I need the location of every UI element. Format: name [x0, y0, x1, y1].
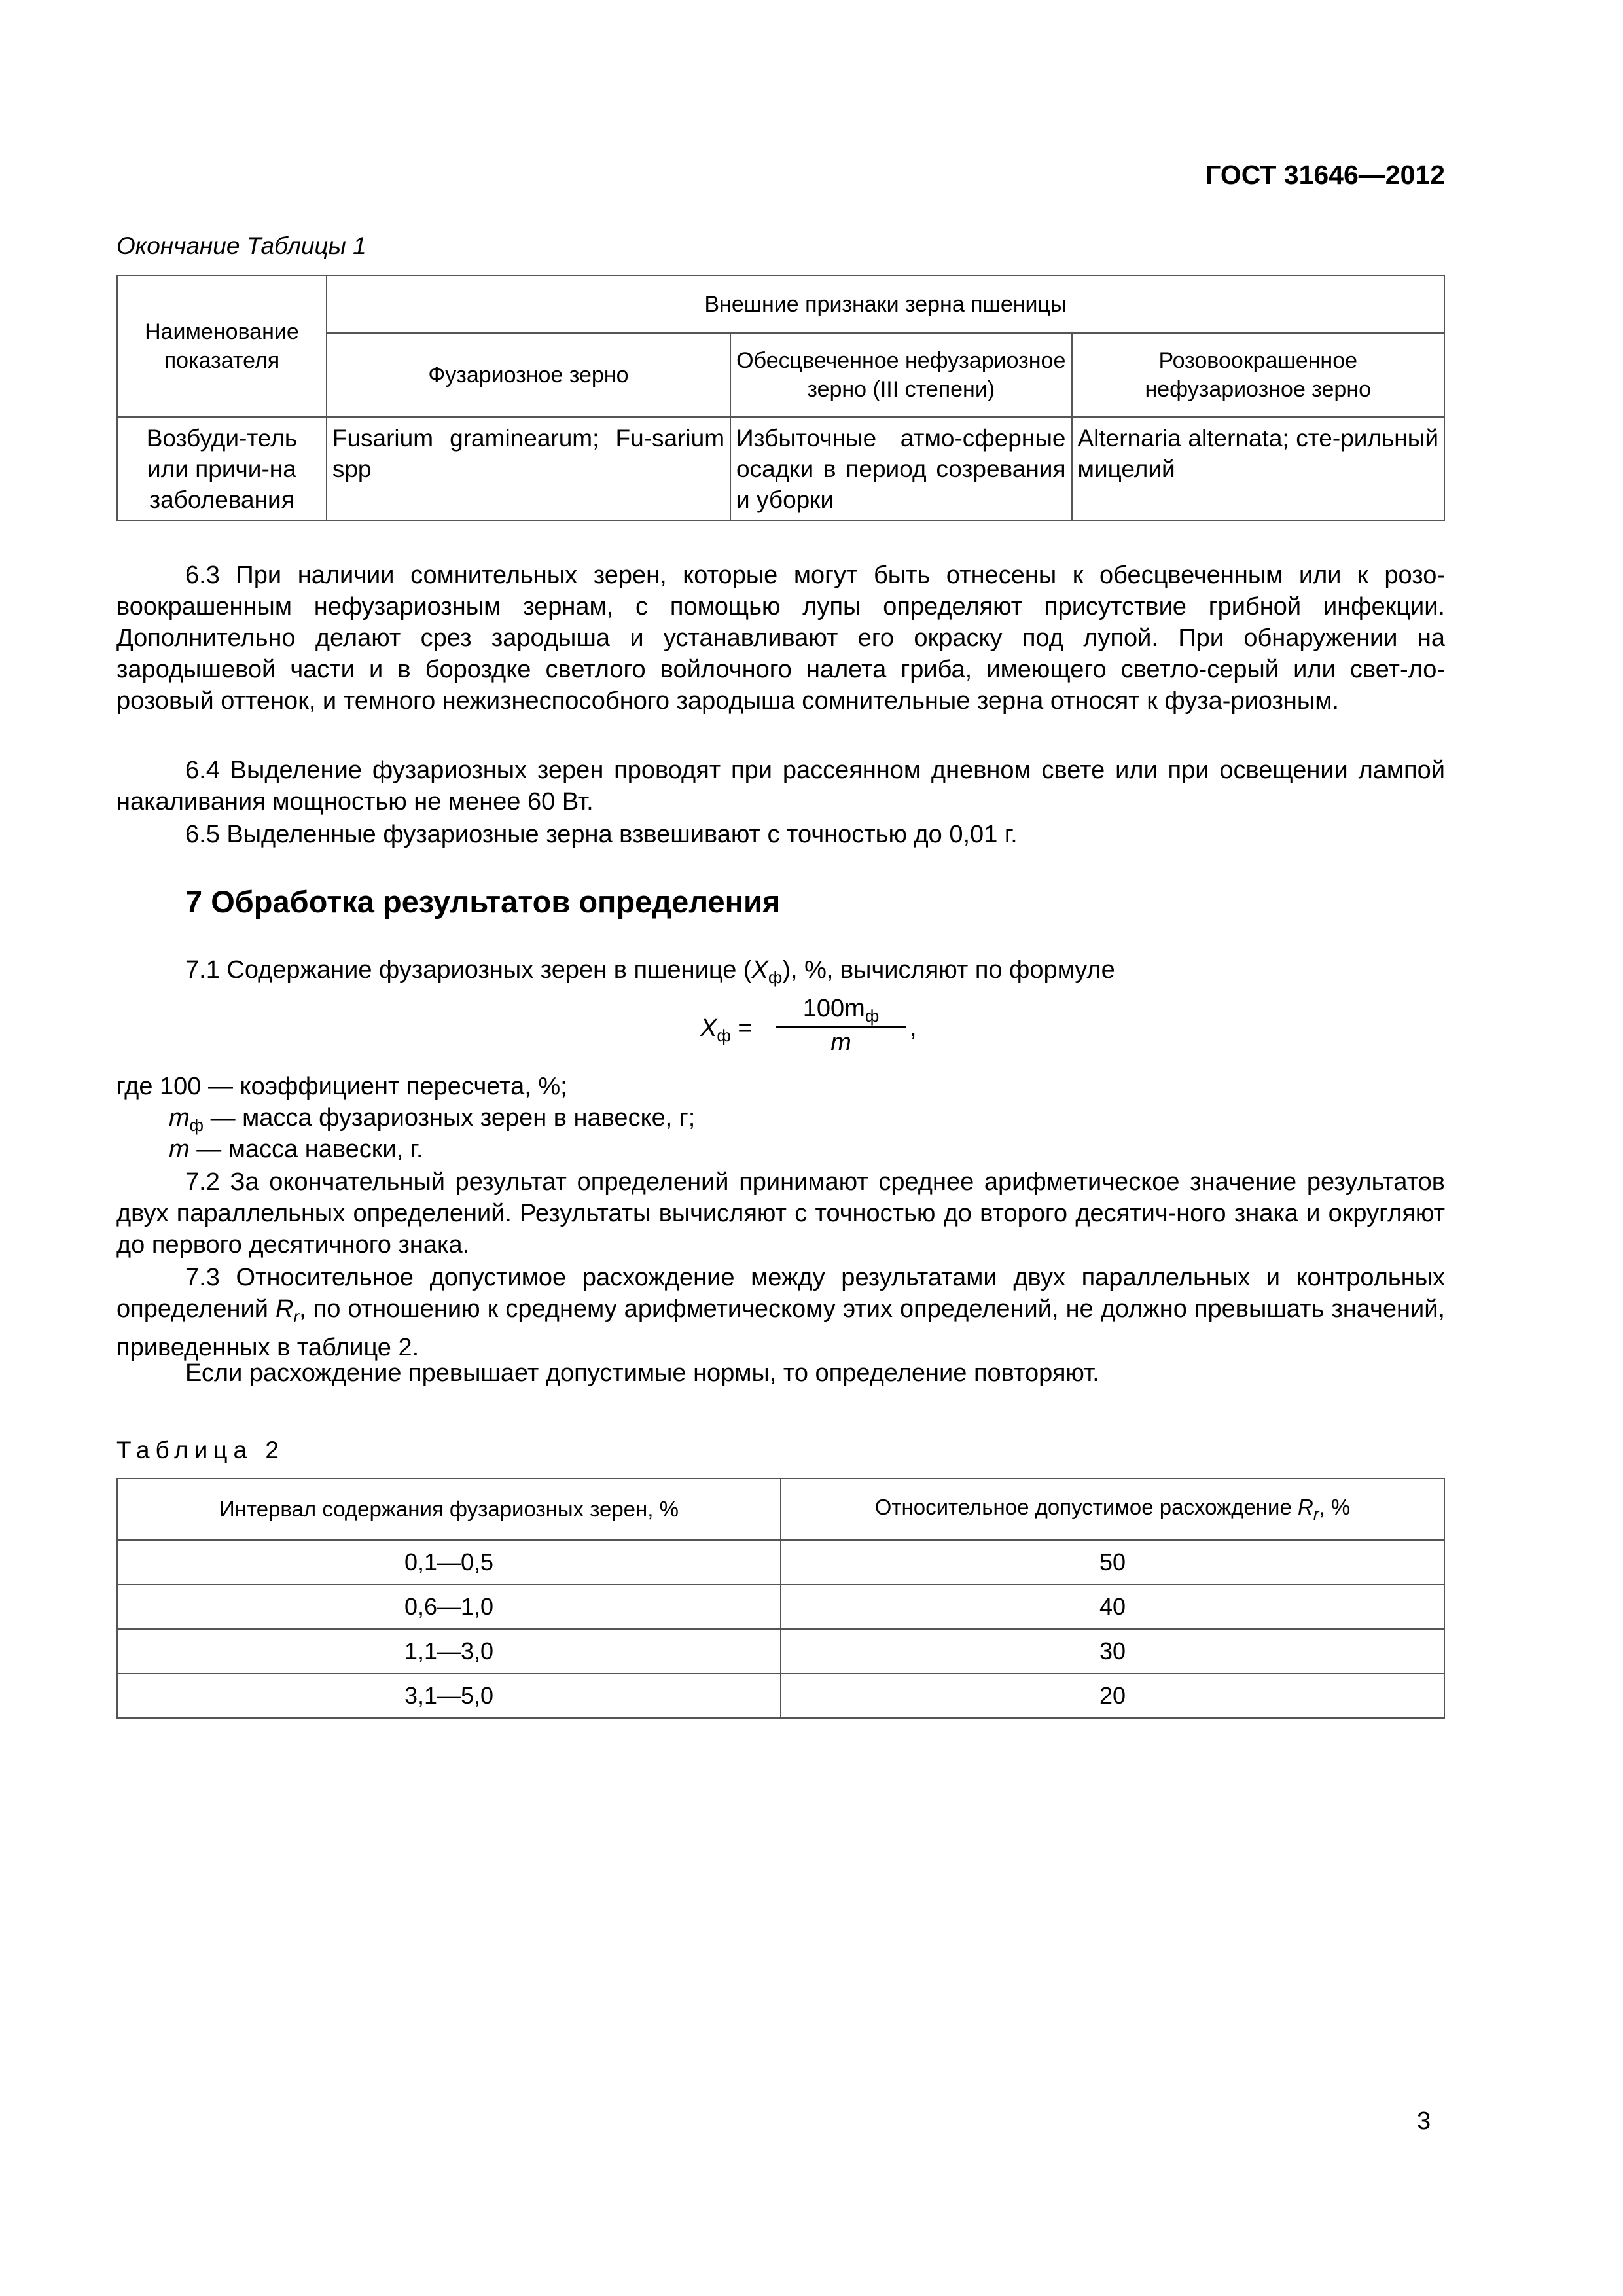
table-1 [116, 275, 1445, 521]
where-line-3: m — масса навески, г. [169, 1136, 423, 1163]
table-row [117, 1585, 1444, 1629]
table1-col-name: Наименование показателя [117, 276, 327, 417]
table2-interval: 0,6—1,0 [117, 1585, 781, 1629]
table-row [117, 1540, 1444, 1585]
table-row [117, 1629, 1444, 1674]
table-row [117, 1674, 1444, 1718]
table1-row-fusarium: Fusarium graminearum; Fu-sarium spp [327, 417, 730, 520]
paragraph-7-2: 7.2 За окончательный результат определений принимают среднее арифметическое значение результатов двух параллельных определений. Результаты вычисляют с точностью до второго десятич-ного знака и округляют до первого десятичного знака. [116, 1168, 1445, 1259]
table2-value: 40 [781, 1585, 1444, 1629]
table2-value: 20 [781, 1674, 1444, 1718]
table1-row-name: Возбуди-тель или причи-на заболевания [117, 417, 327, 520]
paragraph-7-1: 7.1 Содержание фузариозных зерен в пшенице $(X_ф)$, %, вычисляют по формуле [185, 956, 1115, 987]
table1-col-fusarium: Фузариозное зерно [327, 333, 730, 417]
where-line-2: $m_ф$ — масса фузариозных зерен в навеске, г; [169, 1104, 696, 1135]
section-7-heading: 7 Обработка результатов определения [185, 884, 781, 919]
paragraph-6-3: 6.3 При наличии сомнительных зерен, которые могут быть отнесены к обесцвеченным или к розо-воокрашенным нефузариозным зернам, с помощью лупы определяют присутствие грибной инфекции. Дополнительно делают срез зародыша и устанавливают его окраску под лупой. При обнаружении на зародышевой части и в бороздке светлого войлочного налета гриба, имеющего светло-серый или свет-ло-розовый оттенок, и темного нежизнеспособного зародыша сомнительные зерна относят к фуза-риозным. [116, 562, 1445, 715]
table1-col-discolored: Обесцвеченное нефузариозное зерно (III степени) [730, 333, 1071, 417]
table1-group-header: Внешние признаки зерна пшеницы [327, 276, 1444, 333]
table2-caption: Таблица 2 [116, 1437, 285, 1463]
paragraph-7-3-note: Если расхождение превышает допустимые нормы, то определение повторяют. [185, 1359, 1099, 1387]
page-number: 3 [1417, 2108, 1431, 2135]
paragraph-6-5: 6.5 Выделенные фузариозные зерна взвешивают с точностью до 0,01 г. [185, 821, 1018, 848]
table1-col-pink: Розовоокрашенное нефузариозное зерно [1072, 333, 1445, 417]
table1-row-pink: Alternaria alternata; сте-рильный мицелий [1072, 417, 1445, 520]
table1-caption: Окончание Таблицы 1 [116, 232, 366, 259]
table2-col-interval: Интервал содержания фузариозных зерен, % [117, 1479, 781, 1540]
document-code: ГОСТ 31646—2012 [1205, 160, 1445, 190]
paragraph-6-4: 6.4 Выделение фузариозных зерен проводят при рассеянном дневном свете или при освещении лампой накаливания мощностью не менее 60 Вт. [116, 757, 1445, 816]
table2-interval: 1,1—3,0 [117, 1629, 781, 1674]
table2-col-deviation: Относительное допустимое расхождение $R_r$, % [781, 1479, 1444, 1540]
table-2 [116, 1478, 1445, 1719]
table2-value: 30 [781, 1629, 1444, 1674]
table2-value: 50 [781, 1540, 1444, 1585]
paragraph-7-3: 7.3 Относительное допустимое расхождение между результатами двух параллельных и контрольных определений $R_r$, по отношению к среднему арифметическому этих определений, не должно превышать значений, приведенных в таблице 2. [116, 1264, 1445, 1361]
table2-interval: 3,1—5,0 [117, 1674, 781, 1718]
table1-row-discolored: Избыточные атмо-сферные осадки в период созревания и уборки [730, 417, 1071, 520]
where-line-1: где 100 — коэффициент пересчета, %; [116, 1073, 567, 1100]
table2-interval: 0,1—0,5 [117, 1540, 781, 1585]
